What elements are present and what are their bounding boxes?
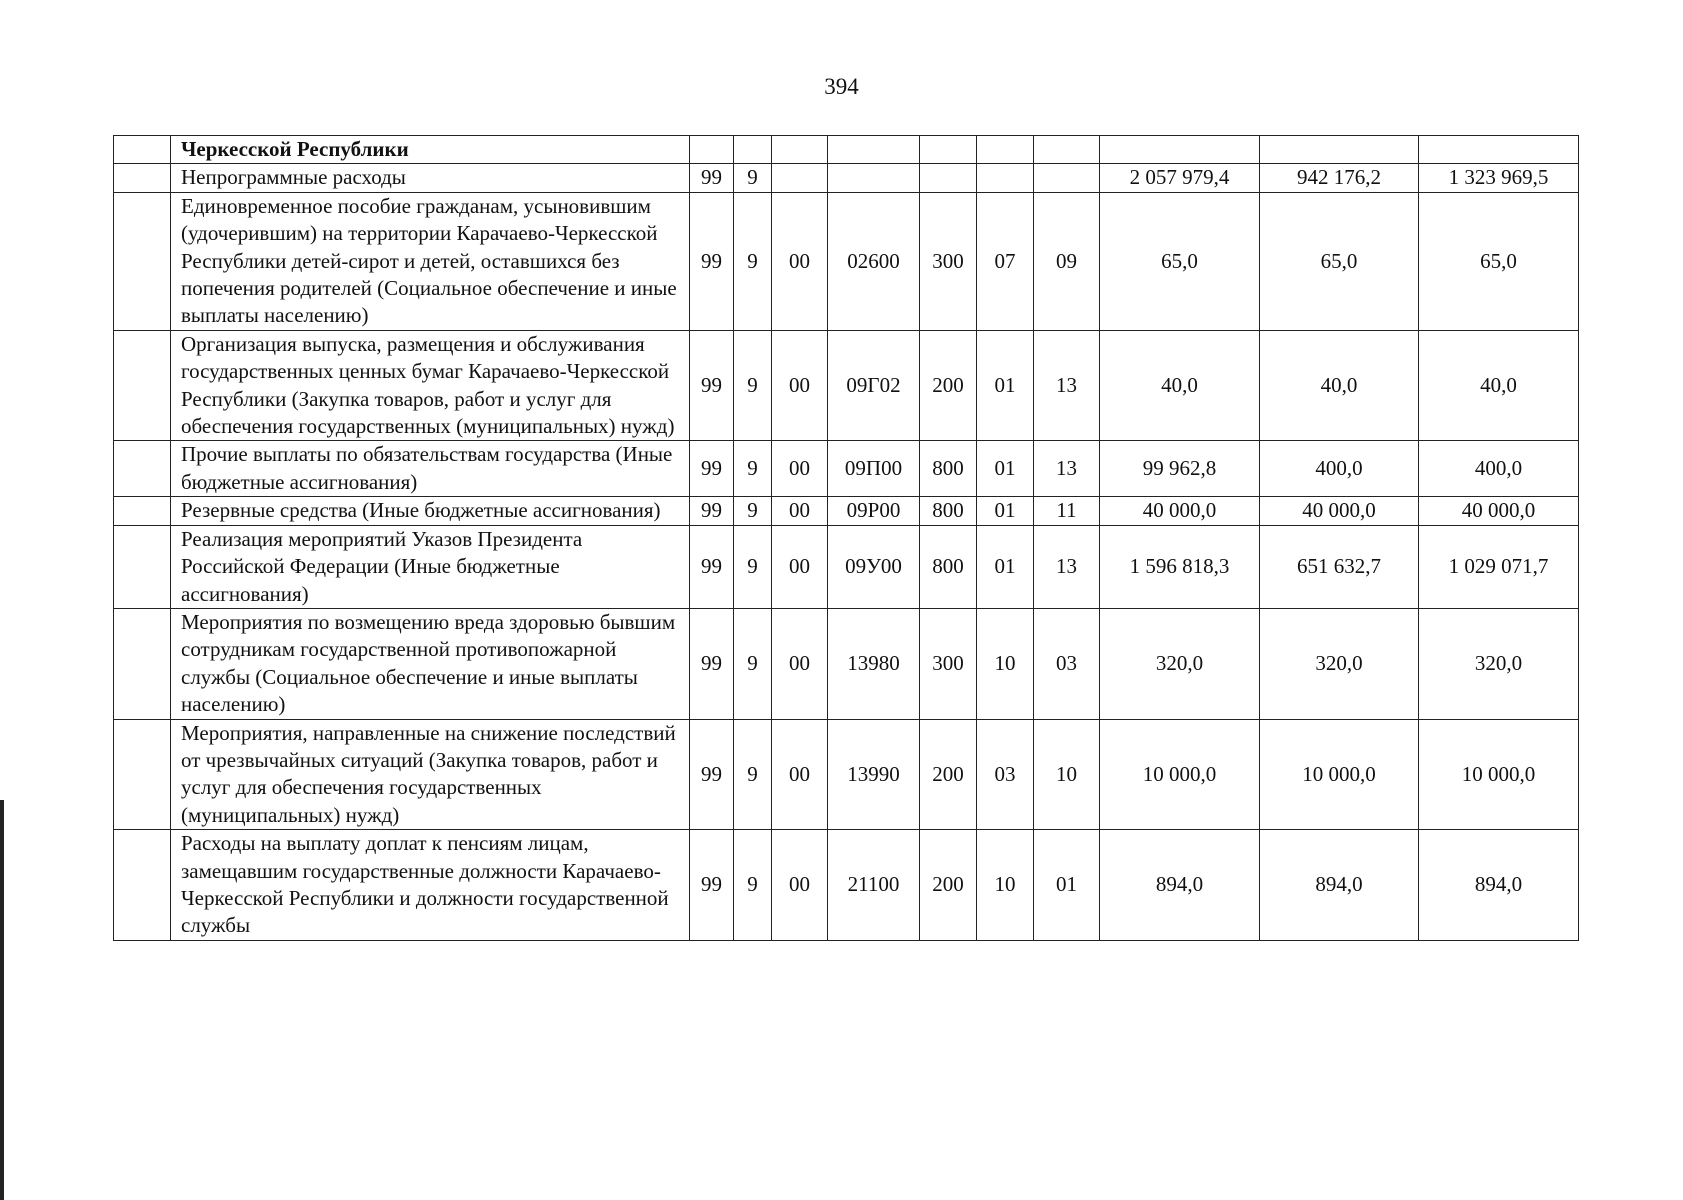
table-row (114, 330, 1579, 441)
table-row (114, 164, 1579, 192)
code-pp (734, 136, 772, 164)
code-rz: 01 (977, 525, 1034, 608)
row-name: Мероприятия, направленные на снижение последствий от чрезвычайных ситуаций (Закупка товаров, работ и услуг для обеспечения государственных (муниципальных) нужд) (171, 719, 690, 830)
code-gp: 99 (690, 497, 734, 525)
code-kvr: 200 (920, 719, 977, 830)
row-name: Черкесской Республики (171, 136, 690, 164)
code-kvr: 300 (920, 192, 977, 330)
amount-year-3: 40 000,0 (1419, 497, 1579, 525)
amount-year-1: 1 596 818,3 (1100, 525, 1260, 608)
code-pr: 11 (1034, 497, 1100, 525)
code-pr (1034, 164, 1100, 192)
code-gp: 99 (690, 525, 734, 608)
row-number-cell (114, 441, 171, 497)
code-gp (690, 136, 734, 164)
budget-table (113, 135, 1579, 941)
row-name: Мероприятия по возмещению вреда здоровью бывшим сотрудникам государственной противопожарной службы (Социальное обеспечение и иные выплаты населению) (171, 608, 690, 719)
amount-year-2: 40,0 (1260, 330, 1419, 441)
table-row (114, 441, 1579, 497)
amount-year-1: 10 000,0 (1100, 719, 1260, 830)
code-rz: 10 (977, 830, 1034, 941)
code-om: 00 (772, 330, 828, 441)
code-kvr: 300 (920, 608, 977, 719)
code-gp: 99 (690, 830, 734, 941)
amount-year-3: 40,0 (1419, 330, 1579, 441)
code-kvr: 200 (920, 830, 977, 941)
code-pp: 9 (734, 608, 772, 719)
code-rz: 03 (977, 719, 1034, 830)
code-kvr: 800 (920, 525, 977, 608)
code-pp: 9 (734, 164, 772, 192)
code-pp: 9 (734, 192, 772, 330)
code-om: 00 (772, 192, 828, 330)
code-kvr: 800 (920, 441, 977, 497)
amount-year-3: 320,0 (1419, 608, 1579, 719)
code-pp: 9 (734, 830, 772, 941)
amount-year-2 (1260, 136, 1419, 164)
amount-year-3: 65,0 (1419, 192, 1579, 330)
amount-year-1: 894,0 (1100, 830, 1260, 941)
code-gp: 99 (690, 608, 734, 719)
code-pr: 03 (1034, 608, 1100, 719)
amount-year-1 (1100, 136, 1260, 164)
table-row (114, 608, 1579, 719)
code-om: 00 (772, 441, 828, 497)
code-kvr: 800 (920, 497, 977, 525)
row-number-cell (114, 719, 171, 830)
scan-edge-line (0, 800, 4, 1200)
code-rz (977, 136, 1034, 164)
code-pp: 9 (734, 719, 772, 830)
code-kvr (920, 136, 977, 164)
amount-year-3: 10 000,0 (1419, 719, 1579, 830)
amount-year-1: 2 057 979,4 (1100, 164, 1260, 192)
code-om: 00 (772, 608, 828, 719)
code-rz: 07 (977, 192, 1034, 330)
amount-year-1: 65,0 (1100, 192, 1260, 330)
code-direction (828, 164, 920, 192)
table-row (114, 192, 1579, 330)
row-number-cell (114, 192, 171, 330)
amount-year-2: 400,0 (1260, 441, 1419, 497)
table-row (114, 497, 1579, 525)
row-number-cell (114, 164, 171, 192)
code-gp: 99 (690, 192, 734, 330)
row-name: Непрограммные расходы (171, 164, 690, 192)
amount-year-3: 1 323 969,5 (1419, 164, 1579, 192)
code-kvr (920, 164, 977, 192)
code-om: 00 (772, 525, 828, 608)
table-body (114, 136, 1579, 941)
table-row (114, 136, 1579, 164)
amount-year-3: 1 029 071,7 (1419, 525, 1579, 608)
row-name: Реализация мероприятий Указов Президента Российской Федерации (Иные бюджетные ассигнования) (171, 525, 690, 608)
code-pr (1034, 136, 1100, 164)
code-direction: 09У00 (828, 525, 920, 608)
code-rz: 01 (977, 330, 1034, 441)
row-number-cell (114, 330, 171, 441)
code-direction: 13990 (828, 719, 920, 830)
row-name: Расходы на выплату доплат к пенсиям лицам, замещавшим государственные должности Карачаево-Черкесской Республики и должности государственной службы (171, 830, 690, 941)
amount-year-2: 65,0 (1260, 192, 1419, 330)
table-row (114, 525, 1579, 608)
row-name: Единовременное пособие гражданам, усыновившим (удочерившим) на территории Карачаево-Черкесской Республики детей-сирот и детей, оставшихся без попечения родителей (Социальное обеспечение и иные выплаты населению) (171, 192, 690, 330)
table-row (114, 719, 1579, 830)
amount-year-3 (1419, 136, 1579, 164)
code-pp: 9 (734, 497, 772, 525)
code-pr: 01 (1034, 830, 1100, 941)
code-direction: 02600 (828, 192, 920, 330)
code-pp: 9 (734, 441, 772, 497)
code-gp: 99 (690, 164, 734, 192)
code-rz: 01 (977, 497, 1034, 525)
code-om (772, 136, 828, 164)
amount-year-1: 320,0 (1100, 608, 1260, 719)
amount-year-1: 99 962,8 (1100, 441, 1260, 497)
code-direction: 09П00 (828, 441, 920, 497)
amount-year-2: 942 176,2 (1260, 164, 1419, 192)
row-name: Резервные средства (Иные бюджетные ассигнования) (171, 497, 690, 525)
amount-year-2: 40 000,0 (1260, 497, 1419, 525)
code-om: 00 (772, 497, 828, 525)
code-pr: 13 (1034, 525, 1100, 608)
code-pr: 10 (1034, 719, 1100, 830)
code-direction: 09Р00 (828, 497, 920, 525)
row-number-cell (114, 830, 171, 941)
code-rz: 10 (977, 608, 1034, 719)
code-direction (828, 136, 920, 164)
code-kvr: 200 (920, 330, 977, 441)
code-pp: 9 (734, 330, 772, 441)
amount-year-2: 651 632,7 (1260, 525, 1419, 608)
code-pp: 9 (734, 525, 772, 608)
amount-year-3: 400,0 (1419, 441, 1579, 497)
code-pr: 13 (1034, 330, 1100, 441)
row-name: Прочие выплаты по обязательствам государства (Иные бюджетные ассигнования) (171, 441, 690, 497)
page-number: 394 (824, 74, 859, 99)
amount-year-1: 40 000,0 (1100, 497, 1260, 525)
code-rz: 01 (977, 441, 1034, 497)
row-number-cell (114, 525, 171, 608)
code-direction: 09Г02 (828, 330, 920, 441)
amount-year-1: 40,0 (1100, 330, 1260, 441)
table-row (114, 830, 1579, 941)
amount-year-2: 894,0 (1260, 830, 1419, 941)
row-number-cell (114, 136, 171, 164)
row-number-cell (114, 608, 171, 719)
code-direction: 21100 (828, 830, 920, 941)
code-gp: 99 (690, 330, 734, 441)
amount-year-2: 320,0 (1260, 608, 1419, 719)
code-om (772, 164, 828, 192)
row-name: Организация выпуска, размещения и обслуживания государственных ценных бумаг Карачаево-Черкесской Республики (Закупка товаров, работ и услуг для обеспечения государственных (муниципальных) нужд) (171, 330, 690, 441)
code-gp: 99 (690, 719, 734, 830)
code-om: 00 (772, 719, 828, 830)
code-gp: 99 (690, 441, 734, 497)
amount-year-2: 10 000,0 (1260, 719, 1419, 830)
amount-year-3: 894,0 (1419, 830, 1579, 941)
row-number-cell (114, 497, 171, 525)
code-rz (977, 164, 1034, 192)
code-direction: 13980 (828, 608, 920, 719)
code-pr: 09 (1034, 192, 1100, 330)
code-om: 00 (772, 830, 828, 941)
code-pr: 13 (1034, 441, 1100, 497)
